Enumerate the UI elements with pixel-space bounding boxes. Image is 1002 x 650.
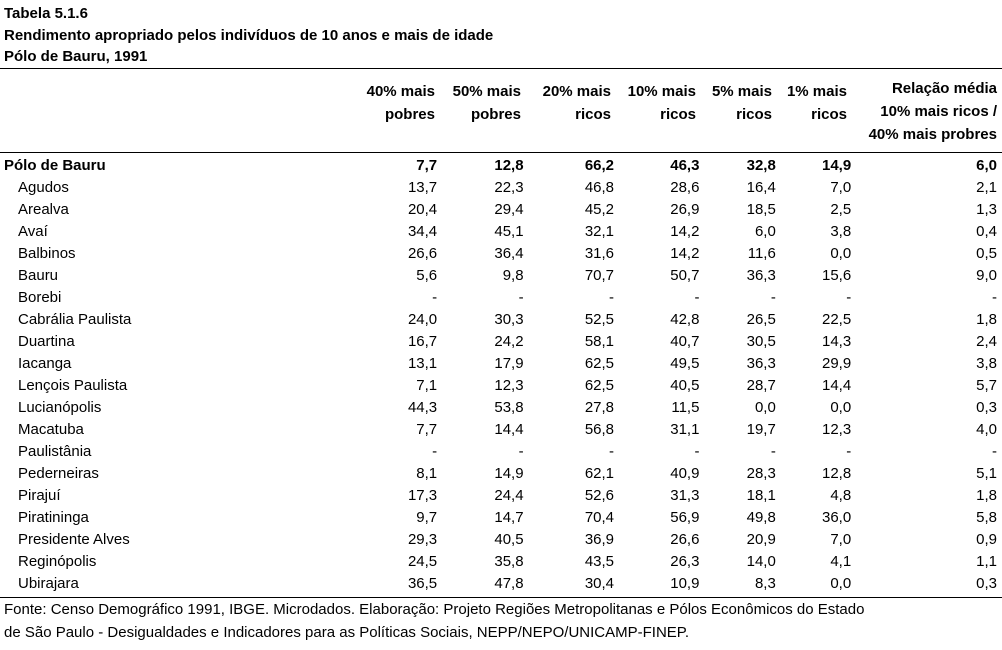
row-label: Pirajuí [18, 487, 61, 504]
cell-relacao: 0,9 [976, 531, 997, 548]
cell-50-pobres: 17,9 [494, 355, 524, 372]
table-title-block [4, 3, 994, 68]
cell-40-pobres: 44,3 [407, 399, 438, 416]
row-label: Piratininga [18, 509, 89, 526]
cell-5-ricos: 36,3 [746, 267, 776, 284]
cell-relacao: 2,4 [976, 333, 997, 350]
cell-40-pobres: 34,4 [407, 223, 438, 240]
cell-relacao: 1,8 [976, 311, 997, 328]
row-label: Borebi [18, 289, 62, 306]
cell-5-ricos: 28,7 [746, 377, 776, 394]
cell-relacao: - [992, 289, 997, 306]
top-rule [0, 68, 1002, 69]
cell-1-ricos: 36,0 [821, 509, 852, 526]
column-header-50-pobres: 50% mais pobres [452, 83, 521, 123]
cell-50-pobres: 9,8 [502, 267, 524, 284]
table-row [0, 507, 1002, 529]
cell-1-ricos: 0,0 [830, 575, 852, 592]
table-row [0, 265, 1002, 287]
cell-5-ricos: - [770, 443, 776, 460]
cell-40-pobres: 24,0 [407, 311, 438, 328]
cell-1-ricos: 14,4 [821, 377, 852, 394]
cell-40-pobres: 36,5 [407, 575, 438, 592]
cell-5-ricos: 36,3 [746, 355, 776, 372]
row-label: Paulistânia [18, 443, 92, 460]
cell-10-ricos: 46,3 [670, 157, 700, 174]
cell-50-pobres: 36,4 [494, 245, 524, 262]
table-row [0, 551, 1002, 573]
table-row [0, 463, 1002, 485]
table-row [0, 485, 1002, 507]
cell-5-ricos: 14,0 [746, 553, 776, 570]
cell-10-ricos: 26,9 [670, 201, 700, 218]
cell-50-pobres: 30,3 [494, 311, 524, 328]
table-row [0, 309, 1002, 331]
cell-5-ricos: - [770, 289, 776, 306]
cell-50-pobres: 53,8 [494, 399, 524, 416]
cell-relacao: 1,8 [976, 487, 997, 504]
cell-1-ricos: 14,3 [821, 333, 852, 350]
cell-10-ricos: 42,8 [670, 311, 700, 328]
cell-relacao: 1,3 [976, 201, 997, 218]
cell-20-ricos: 62,5 [584, 355, 615, 372]
cell-20-ricos: 27,8 [584, 399, 615, 416]
cell-relacao: 0,3 [976, 399, 997, 416]
cell-50-pobres: 29,4 [494, 201, 524, 218]
cell-20-ricos: - [609, 443, 615, 460]
cell-1-ricos: 2,5 [830, 201, 852, 218]
cell-20-ricos: - [609, 289, 615, 306]
income-table [0, 155, 1002, 595]
table-row-total [0, 155, 1002, 177]
cell-1-ricos: 12,3 [821, 421, 852, 438]
table-row [0, 331, 1002, 353]
cell-1-ricos: 3,8 [830, 223, 852, 240]
cell-50-pobres: 45,1 [494, 223, 524, 240]
column-header-40-pobres: 40% mais pobres [366, 83, 435, 123]
cell-20-ricos: 62,5 [584, 377, 615, 394]
source-note-line-1: Fonte: Censo Demográfico 1991, IBGE. Microdados. Elaboração: Projeto Regiões Metropolitanas e Pólos Econômicos do Estado [4, 601, 865, 618]
row-label: Lucianópolis [18, 399, 102, 416]
cell-50-pobres: 14,9 [494, 465, 524, 482]
source-note [4, 598, 999, 644]
row-label: Bauru [18, 267, 59, 284]
cell-20-ricos: 70,4 [584, 509, 615, 526]
cell-5-ricos: 16,4 [746, 179, 776, 196]
cell-relacao: 0,5 [976, 245, 997, 262]
table-row [0, 177, 1002, 199]
cell-1-ricos: - [846, 289, 852, 306]
cell-20-ricos: 56,8 [584, 421, 615, 438]
cell-20-ricos: 45,2 [584, 201, 615, 218]
table-title: Rendimento apropriado pelos indivíduos de 10 anos e mais de idade [4, 26, 494, 44]
cell-20-ricos: 46,8 [584, 179, 615, 196]
cell-40-pobres: 5,6 [416, 267, 438, 284]
cell-40-pobres: 26,6 [407, 245, 438, 262]
table-row [0, 199, 1002, 221]
cell-5-ricos: 49,8 [746, 509, 776, 526]
cell-10-ricos: 14,2 [670, 245, 700, 262]
cell-40-pobres: 7,7 [416, 157, 438, 174]
cell-10-ricos: 40,9 [670, 465, 700, 482]
cell-relacao: 5,8 [976, 509, 997, 526]
row-label: Cabrália Paulista [18, 311, 132, 328]
cell-40-pobres: - [432, 289, 438, 306]
cell-20-ricos: 70,7 [584, 267, 615, 284]
cell-5-ricos: 6,0 [754, 223, 776, 240]
cell-40-pobres: 8,1 [416, 465, 438, 482]
cell-relacao: 9,0 [976, 267, 997, 284]
cell-1-ricos: - [846, 443, 852, 460]
cell-10-ricos: 11,5 [671, 399, 700, 416]
cell-40-pobres: - [432, 443, 438, 460]
cell-10-ricos: 26,3 [670, 553, 700, 570]
cell-5-ricos: 26,5 [746, 311, 776, 328]
cell-20-ricos: 36,9 [584, 531, 615, 548]
cell-10-ricos: 28,6 [670, 179, 700, 196]
cell-10-ricos: 31,3 [670, 487, 700, 504]
cell-40-pobres: 13,7 [407, 179, 438, 196]
cell-40-pobres: 13,1 [407, 355, 438, 372]
row-label: Balbinos [18, 245, 76, 262]
cell-50-pobres: 12,3 [494, 377, 524, 394]
cell-relacao: 2,1 [976, 179, 997, 196]
cell-1-ricos: 7,0 [830, 179, 852, 196]
row-label: Macatuba [18, 421, 84, 438]
cell-50-pobres: - [518, 289, 524, 306]
cell-relacao: 6,0 [976, 157, 997, 174]
cell-40-pobres: 7,1 [416, 377, 438, 394]
column-header-10-ricos: 10% mais ricos [627, 83, 696, 123]
cell-10-ricos: - [694, 289, 700, 306]
cell-5-ricos: 11,6 [747, 245, 776, 262]
cell-1-ricos: 0,0 [830, 245, 852, 262]
cell-40-pobres: 7,7 [416, 421, 438, 438]
cell-40-pobres: 29,3 [407, 531, 438, 548]
row-label: Ubirajara [18, 575, 79, 592]
cell-40-pobres: 16,7 [407, 333, 438, 350]
table-row [0, 441, 1002, 463]
table-row [0, 287, 1002, 309]
column-header-1-ricos: 1% mais ricos [786, 83, 847, 123]
row-label: Iacanga [18, 355, 72, 372]
row-label: Lençois Paulista [18, 377, 128, 394]
cell-relacao: 0,3 [976, 575, 997, 592]
cell-20-ricos: 31,6 [584, 245, 615, 262]
cell-10-ricos: 40,7 [670, 333, 700, 350]
table-body [0, 155, 1002, 595]
cell-20-ricos: 32,1 [584, 223, 615, 240]
cell-relacao: 4,0 [976, 421, 997, 438]
cell-1-ricos: 4,8 [830, 487, 852, 504]
cell-1-ricos: 14,9 [821, 157, 852, 174]
cell-5-ricos: 20,9 [746, 531, 776, 548]
cell-5-ricos: 18,5 [746, 201, 776, 218]
cell-1-ricos: 15,6 [821, 267, 852, 284]
cell-20-ricos: 30,4 [584, 575, 615, 592]
row-label: Arealva [18, 201, 69, 218]
row-label: Pederneiras [18, 465, 99, 482]
source-note-line-2: de São Paulo - Desigualdades e Indicadores para as Políticas Sociais, NEPP/NEPO/UNICAMP-FINEP. [4, 624, 690, 641]
cell-5-ricos: 19,7 [746, 421, 776, 438]
cell-20-ricos: 52,5 [584, 311, 615, 328]
cell-relacao: 5,7 [976, 377, 997, 394]
cell-relacao: 1,1 [976, 553, 997, 570]
table-row [0, 375, 1002, 397]
table-row [0, 243, 1002, 265]
cell-40-pobres: 20,4 [407, 201, 438, 218]
cell-5-ricos: 8,3 [754, 575, 776, 592]
row-label: Duartina [18, 333, 75, 350]
cell-20-ricos: 43,5 [584, 553, 615, 570]
cell-10-ricos: 10,9 [670, 575, 700, 592]
cell-40-pobres: 9,7 [416, 509, 438, 526]
cell-1-ricos: 12,8 [821, 465, 852, 482]
table-row [0, 529, 1002, 551]
cell-10-ricos: 40,5 [670, 377, 700, 394]
cell-1-ricos: 29,9 [821, 355, 852, 372]
cell-10-ricos: 56,9 [670, 509, 700, 526]
cell-50-pobres: 14,7 [494, 509, 524, 526]
cell-20-ricos: 66,2 [584, 157, 615, 174]
cell-50-pobres: 40,5 [494, 531, 524, 548]
column-header-relacao-media: Relação média 10% mais ricos / 40% mais probres [868, 80, 997, 143]
table-row [0, 573, 1002, 595]
table-row [0, 419, 1002, 441]
cell-1-ricos: 22,5 [821, 311, 852, 328]
cell-10-ricos: 49,5 [670, 355, 700, 372]
cell-20-ricos: 58,1 [584, 333, 615, 350]
cell-40-pobres: 17,3 [407, 487, 438, 504]
cell-10-ricos: - [694, 443, 700, 460]
cell-relacao: 3,8 [976, 355, 997, 372]
row-label: Avaí [18, 223, 48, 240]
header-rule [0, 152, 1002, 153]
row-label: Presidente Alves [18, 531, 130, 548]
cell-20-ricos: 62,1 [584, 465, 615, 482]
row-label: Agudos [18, 179, 69, 196]
cell-relacao: - [992, 443, 997, 460]
table-row [0, 353, 1002, 375]
cell-5-ricos: 0,0 [754, 399, 776, 416]
row-label: Reginópolis [18, 553, 97, 570]
cell-50-pobres: 12,8 [494, 157, 524, 174]
cell-40-pobres: 24,5 [407, 553, 438, 570]
table-subtitle: Pólo de Bauru, 1991 [4, 48, 148, 65]
cell-20-ricos: 52,6 [584, 487, 615, 504]
cell-relacao: 0,4 [976, 223, 997, 240]
cell-5-ricos: 18,1 [746, 487, 776, 504]
cell-5-ricos: 32,8 [746, 157, 776, 174]
cell-10-ricos: 14,2 [670, 223, 700, 240]
table-row [0, 221, 1002, 243]
cell-10-ricos: 26,6 [670, 531, 700, 548]
row-label: Pólo de Bauru [4, 157, 106, 174]
column-header-5-ricos: 5% mais ricos [711, 83, 772, 123]
cell-relacao: 5,1 [976, 465, 997, 482]
cell-1-ricos: 7,0 [830, 531, 852, 548]
cell-50-pobres: 24,2 [494, 333, 524, 350]
cell-50-pobres: 47,8 [494, 575, 524, 592]
cell-1-ricos: 4,1 [830, 553, 852, 570]
cell-50-pobres: 35,8 [494, 553, 524, 570]
cell-10-ricos: 50,7 [670, 267, 700, 284]
cell-1-ricos: 0,0 [830, 399, 852, 416]
column-header-20-ricos: 20% mais ricos [542, 83, 611, 123]
cell-50-pobres: 22,3 [494, 179, 524, 196]
cell-10-ricos: 31,1 [670, 421, 700, 438]
table-number: Tabela 5.1.6 [4, 5, 88, 22]
cell-50-pobres: 14,4 [494, 421, 524, 438]
cell-5-ricos: 28,3 [746, 465, 776, 482]
cell-50-pobres: 24,4 [494, 487, 524, 504]
cell-50-pobres: - [518, 443, 524, 460]
cell-5-ricos: 30,5 [746, 333, 776, 350]
table-row [0, 397, 1002, 419]
